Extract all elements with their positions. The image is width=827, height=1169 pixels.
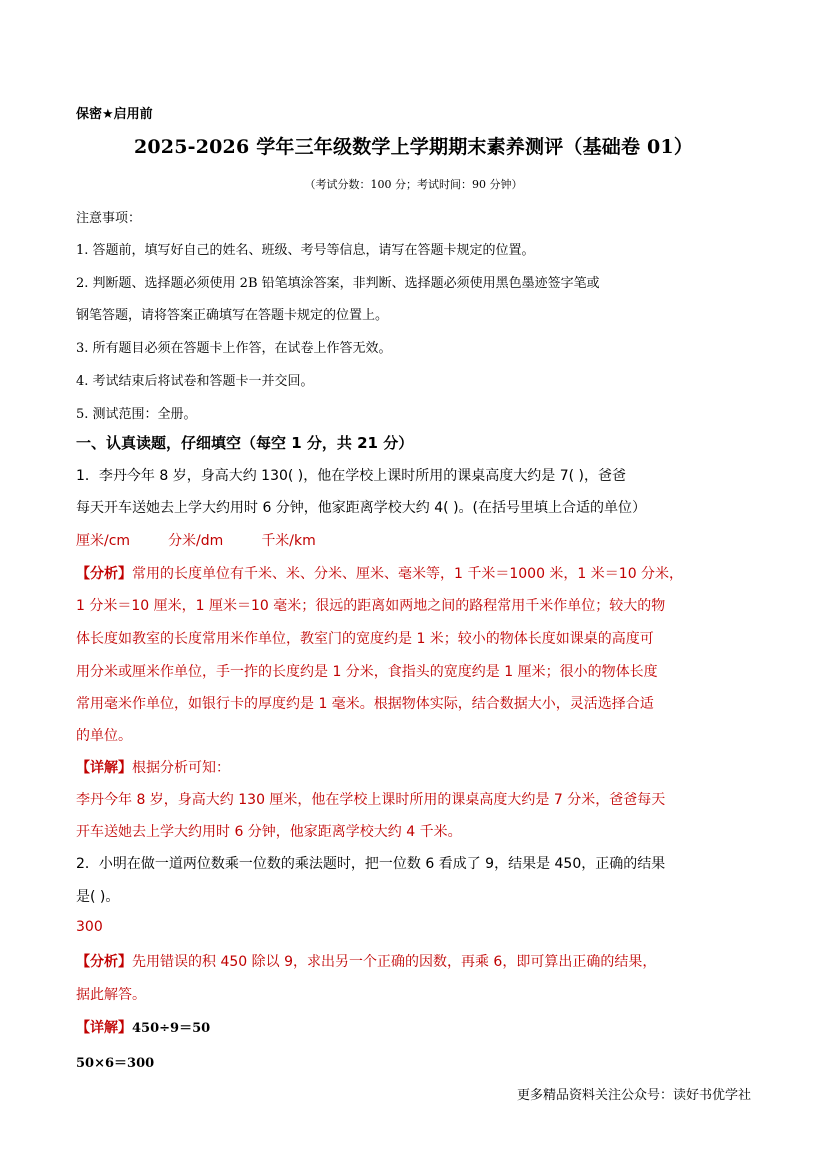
question-1-detail-heading <box>76 757 230 777</box>
detail-label: 【详解】 <box>76 1020 132 1036</box>
notice-item-1: 1. 答题前，填写好自己的姓名、班级、考号等信息，请写在答题卡规定的位置。 <box>76 243 535 258</box>
question-1-detail-line-2: 开车送她去上学大约用时 6 分钟，他家距离学校大约 4 千米。 <box>76 824 462 840</box>
notice-item-2a: 2. 判断题、选择题必须使用 2B 铅笔填涂答案，非判断、选择题必须使用黑色墨迹签字笔或 <box>76 276 600 291</box>
question-2-line-1: 2．小明在做一道两位数乘一位数的乘法题时，把一位数 6 看成了 9，结果是 450，正确的结果 <box>76 856 666 872</box>
answer-2: 分米/dm <box>168 533 224 549</box>
analysis-text: 常用的长度单位有千米、米、分米、厘米、毫米等，1 千米＝1000 米，1 米＝10 分米， <box>132 566 684 582</box>
analysis-label: 【分析】 <box>76 566 132 582</box>
analysis-text: 先用错误的积 450 除以 9，求出另一个正确的因数，再乘 6，即可算出正确的结果， <box>132 954 657 970</box>
detail-equation-1: 450÷9＝50 <box>132 1021 211 1036</box>
answer-3: 千米/km <box>261 533 316 549</box>
analysis-label: 【分析】 <box>76 954 132 970</box>
notice-item-2b: 钢笔答题，请将答案正确填写在答题卡规定的位置上。 <box>76 308 389 323</box>
question-1-analysis-line-5: 常用毫米作单位，如银行卡的厚度约是 1 毫米。根据物体实际，结合数据大小，灵活选择合适 <box>76 696 654 712</box>
notice-heading: 注意事项： <box>76 211 142 226</box>
detail-equation-2: 50×6＝300 <box>76 1056 155 1071</box>
question-2-analysis-line-1 <box>76 951 656 971</box>
question-1-analysis-line-2: 1 分米＝10 厘米，1 厘米＝10 毫米；很远的距离如两地之间的路程常用千米作单位；较大的物 <box>76 598 666 614</box>
confidential-label: 保密★启用前 <box>76 107 153 122</box>
question-2-analysis-line-2: 据此解答。 <box>76 987 146 1003</box>
notice-item-5: 5. 测试范围：全册。 <box>76 407 197 422</box>
detail-text: 根据分析可知： <box>132 760 230 776</box>
exam-info: （考试分数：100 分；考试时间：90 分钟） <box>304 178 523 191</box>
question-1-analysis-line-6: 的单位。 <box>76 728 132 744</box>
section-heading: 一、认真读题，仔细填空（每空 1 分，共 21 分） <box>76 434 414 452</box>
question-1-analysis-line-1 <box>76 563 683 583</box>
footer-note: 更多精品资料关注公众号：读好书优学社 <box>516 1088 751 1103</box>
question-1-analysis-line-4: 用分米或厘米作单位，手一拃的长度约是 1 分米，食指头的宽度约是 1 厘米；很小的物体长度 <box>76 664 658 680</box>
question-1-line-2: 每天开车送她去上学大约用时 6 分钟，他家距离学校大约 4( )。(在括号里填上合适的单位） <box>76 500 646 516</box>
question-2-detail <box>76 1017 210 1037</box>
question-1-analysis-line-3: 体长度如教室的长度常用米作单位，教室门的宽度约是 1 米；较小的物体长度如课桌的高度可 <box>76 631 654 647</box>
notice-item-3: 3. 所有题目必须在答题卡上作答，在试卷上作答无效。 <box>76 341 392 356</box>
question-1-detail-line-1: 李丹今年 8 岁，身高大约 130 厘米，他在学校上课时所用的课桌高度大约是 7 分米，爸爸每天 <box>76 792 666 808</box>
question-1-answers <box>76 530 354 550</box>
question-2-line-2: 是( )。 <box>76 889 120 905</box>
detail-label: 【详解】 <box>76 760 132 776</box>
answer-1: 厘米/cm <box>76 533 131 549</box>
question-2-answer: 300 <box>76 919 103 935</box>
notice-item-4: 4. 考试结束后将试卷和答题卡一并交回。 <box>76 374 314 389</box>
question-1-line-1: 1．李丹今年 8 岁，身高大约 130( )，他在学校上课时所用的课桌高度大约是 7( )，爸爸 <box>76 468 626 484</box>
page-title: 2025-2026 学年三年级数学上学期期末素养测评（基础卷 01） <box>133 136 694 158</box>
